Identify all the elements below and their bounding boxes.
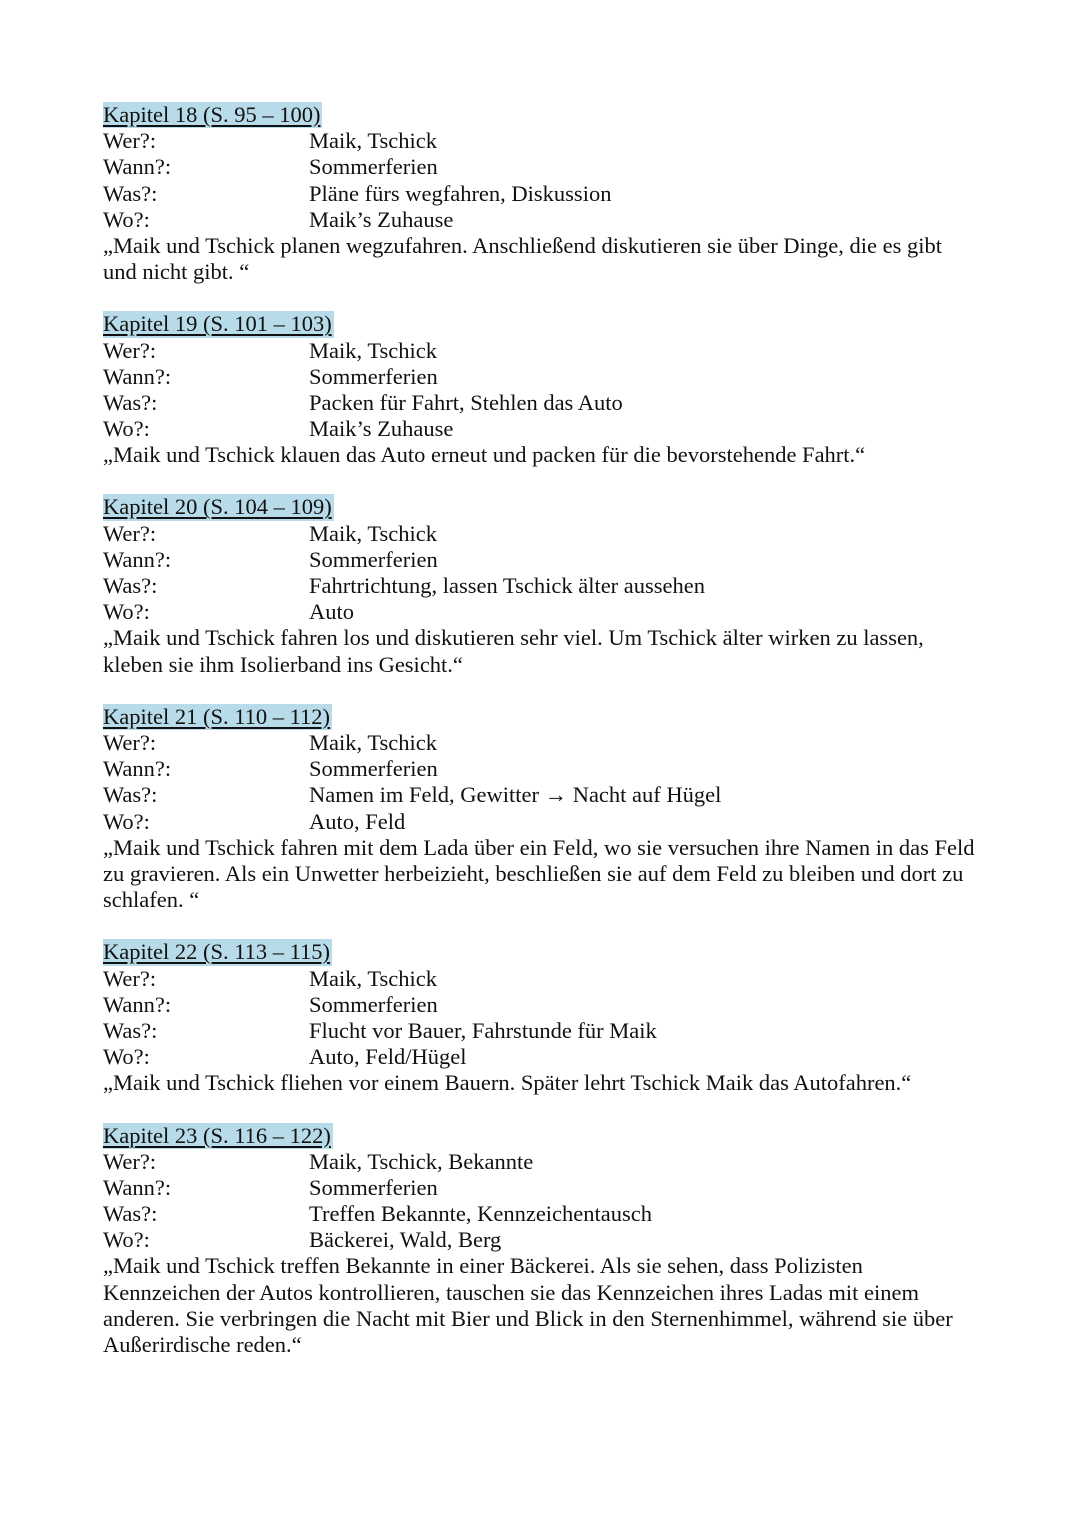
when-row: [103, 547, 983, 573]
who-label: Wer?:: [103, 520, 157, 546]
what-row: [103, 573, 983, 599]
when-row: [103, 756, 983, 782]
when-value: Sommerferien: [309, 363, 438, 389]
who-label: Wer?:: [103, 128, 157, 154]
when-row: [103, 992, 983, 1018]
who-row: [103, 966, 983, 992]
who-value: Maik, Tschick: [309, 965, 437, 991]
where-label: Wo?:: [103, 808, 150, 834]
who-label: Wer?:: [103, 965, 157, 991]
chapter-18-section: [103, 102, 983, 285]
who-label: Wer?:: [103, 337, 157, 363]
where-row: [103, 1227, 983, 1253]
where-row: [103, 599, 983, 625]
chapter-heading: Kapitel 18 (S. 95 – 100): [103, 102, 321, 127]
when-row: [103, 364, 983, 390]
when-label: Wann?:: [103, 756, 172, 782]
when-row: [103, 154, 983, 180]
chapter-heading: Kapitel 22 (S. 113 – 115): [103, 939, 331, 965]
chapter-heading: Kapitel 21 (S. 110 – 112): [103, 703, 331, 729]
chapter-summary: „Maik und Tschick planen wegzufahren. Anschließend diskutieren sie über Dinge, die es gibt und nicht gibt. “: [103, 232, 943, 285]
what-value: Namen im Feld, Gewitter → Nacht auf Hügel: [309, 782, 722, 808]
chapter-summary: „Maik und Tschick fahren los und diskutieren sehr viel. Um Tschick älter wirken zu lassen, kleben sie ihm Isolierband ins Gesicht.“: [103, 625, 924, 677]
when-value: Sommerferien: [309, 1174, 438, 1200]
chapter-summary: „Maik und Tschick fliehen vor einem Bauern. Später lehrt Tschick Maik das Autofahren.“: [103, 1070, 912, 1096]
where-value: Bäckerei, Wald, Berg: [309, 1227, 502, 1253]
document-page: [103, 102, 983, 1358]
what-value: Flucht vor Bauer, Fahrstunde für Maik: [309, 1017, 657, 1043]
when-row: [103, 1175, 983, 1201]
when-label: Wann?:: [103, 154, 172, 180]
who-value: Maik, Tschick, Bekannte: [309, 1148, 534, 1174]
when-value: Sommerferien: [309, 546, 438, 572]
what-value: Treffen Bekannte, Kennzeichentausch: [309, 1201, 653, 1227]
what-row: [103, 390, 983, 416]
where-value: Maik’s Zuhause: [309, 416, 454, 442]
what-value: Fahrtrichtung, lassen Tschick älter aussehen: [309, 573, 706, 599]
what-row: [103, 782, 983, 808]
who-row: [103, 1149, 983, 1175]
what-row: [103, 1018, 983, 1044]
who-value: Maik, Tschick: [309, 128, 437, 154]
where-row: [103, 809, 983, 835]
chapter-summary: „Maik und Tschick klauen das Auto erneut und packen für die bevorstehende Fahrt.“: [103, 442, 866, 468]
where-value: Auto, Feld/Hügel: [309, 1044, 467, 1070]
chapter-22-section: [103, 939, 983, 1096]
chapter-summary: „Maik und Tschick treffen Bekannte in einer Bäckerei. Als sie sehen, dass Polizisten Kennzeichen der Autos kontrollieren, tauschen sie das Kennzeichen ihres Ladas mit einem anderen. Sie verbringen die Nacht mit Bier und Blick in den Sternenhimmel, während sie über Außerirdische reden.“: [103, 1253, 953, 1358]
chapter-heading: Kapitel 23 (S. 116 – 122): [103, 1122, 331, 1148]
when-label: Wann?:: [103, 1174, 172, 1200]
who-label: Wer?:: [103, 1148, 157, 1174]
what-row: [103, 181, 983, 207]
when-label: Wann?:: [103, 991, 172, 1017]
what-label: Was?:: [103, 573, 158, 599]
what-label: Was?:: [103, 782, 158, 808]
what-value: Pläne fürs wegfahren, Diskussion: [309, 180, 612, 206]
what-label: Was?:: [103, 180, 158, 206]
what-value: Packen für Fahrt, Stehlen das Auto: [309, 389, 623, 415]
what-label: Was?:: [103, 389, 158, 415]
where-value: Maik’s Zuhause: [309, 206, 454, 232]
chapter-19-section: [103, 311, 983, 468]
where-value: Auto, Feld: [309, 808, 406, 834]
who-row: [103, 521, 983, 547]
when-label: Wann?:: [103, 363, 172, 389]
chapter-heading: Kapitel 19 (S. 101 – 103): [103, 311, 332, 337]
where-value: Auto: [309, 599, 354, 625]
where-row: [103, 416, 983, 442]
where-row: [103, 1044, 983, 1070]
where-label: Wo?:: [103, 1044, 150, 1070]
where-label: Wo?:: [103, 1227, 150, 1253]
who-row: [103, 338, 983, 364]
what-label: Was?:: [103, 1017, 158, 1043]
where-label: Wo?:: [103, 599, 150, 625]
when-value: Sommerferien: [309, 991, 438, 1017]
who-row: [103, 730, 983, 756]
who-value: Maik, Tschick: [309, 337, 437, 363]
who-value: Maik, Tschick: [309, 520, 437, 546]
where-row: [103, 207, 983, 233]
what-label: Was?:: [103, 1201, 158, 1227]
chapter-heading: Kapitel 20 (S. 104 – 109): [103, 494, 332, 520]
what-row: [103, 1201, 983, 1227]
chapter-20-section: [103, 494, 983, 677]
when-value: Sommerferien: [309, 154, 438, 180]
chapter-summary: „Maik und Tschick fahren mit dem Lada über ein Feld, wo sie versuchen ihre Namen in das Feld zu gravieren. Als ein Unwetter herbeizieht, beschließen sie auf dem Feld zu bleiben und dort zu schlafen. “: [103, 834, 975, 913]
where-label: Wo?:: [103, 416, 150, 442]
chapter-23-section: [103, 1123, 983, 1359]
where-label: Wo?:: [103, 206, 150, 232]
who-label: Wer?:: [103, 730, 157, 756]
chapter-21-section: [103, 704, 983, 914]
who-value: Maik, Tschick: [309, 730, 437, 756]
who-row: [103, 128, 983, 154]
when-value: Sommerferien: [309, 756, 438, 782]
when-label: Wann?:: [103, 546, 172, 572]
